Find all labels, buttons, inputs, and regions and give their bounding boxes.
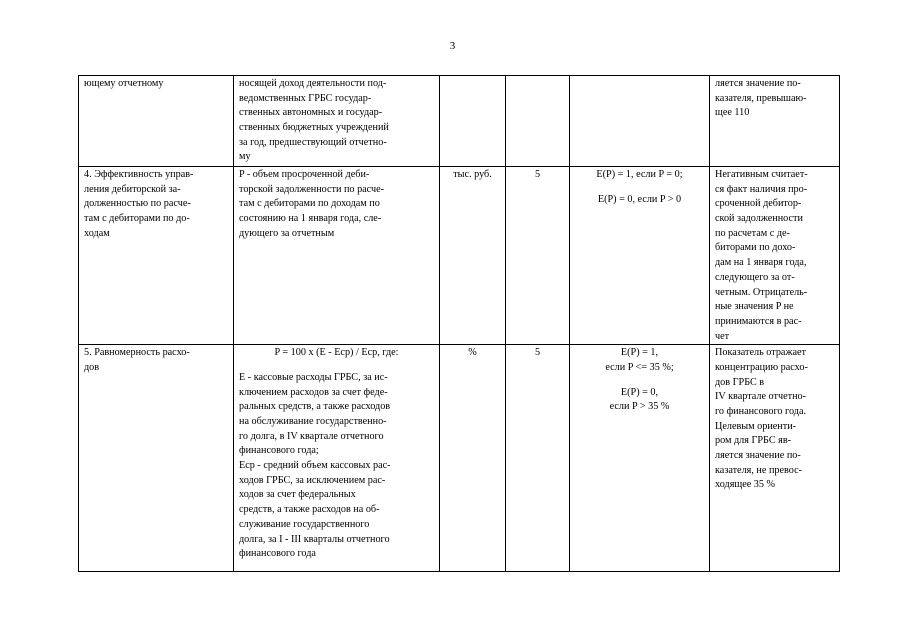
- formula-cell: [234, 167, 440, 345]
- unit-cell: тыс. руб.: [440, 167, 506, 345]
- comment-line: щее 110: [715, 107, 750, 119]
- formula-line: дующего за отчетным: [239, 227, 335, 239]
- table-row: [79, 76, 840, 167]
- evaluation-rule: E(P) = 0, если P > 0: [597, 193, 682, 205]
- formula-line: ведомственных ГРБС государ-: [239, 92, 372, 104]
- comment-cell: Показатель отражает концентрацию расхо- дов ГРБС в IV квартале отчетно- го финансового года. Целевым ориенти- ром для ГРБС яв- ляется значение по- казателя, не превос- ходящее 35 %: [710, 345, 840, 572]
- comment-line: ся факт наличия про-: [715, 183, 808, 195]
- table-row: [79, 345, 840, 572]
- weight-cell: 5: [506, 167, 570, 345]
- formula-line: носящей доход деятельности под-: [239, 78, 387, 89]
- comment-line: казателя, превышаю-: [715, 92, 807, 104]
- formula-line: ственных автономных и государ-: [239, 107, 383, 119]
- comment-line: ные значения P не: [715, 301, 794, 313]
- comment-line: принимаются в рас-: [715, 315, 802, 327]
- formula-line: за год, предшествующий отчетно-: [239, 136, 387, 148]
- comment-line: дам на 1 января года,: [715, 257, 807, 269]
- formula-line: ственных бюджетных учреждений: [239, 122, 389, 134]
- formula-line: торской задолженности по расче-: [239, 183, 385, 195]
- indicator-cell: 5. Равномерность расхо- дов: [79, 345, 234, 572]
- weight-cell: 5: [506, 345, 570, 572]
- formula-cell: [234, 76, 440, 167]
- comment-cell: [710, 167, 840, 345]
- indicator-cell: 4. Эффективность управ- ления дебиторской за- долженностью по расче- там с дебиторами по до- ходам: [79, 167, 234, 345]
- formula-line: P - объем просроченной деби-: [239, 169, 370, 180]
- comment-line: биторами по дохо-: [715, 242, 796, 254]
- weight-cell: [506, 76, 570, 167]
- table-row: [79, 167, 840, 345]
- formula-line: там с дебиторами по доходам по: [239, 198, 380, 210]
- page-number: 3: [449, 40, 456, 52]
- comment-line: сроченной дебитор-: [715, 198, 802, 210]
- comment-line: следующего за от-: [715, 271, 795, 283]
- formula-main: P = 100 x (E - Eср) / Eср, где:: [274, 347, 399, 359]
- formula-definition-ecp: Eср - средний объем кассовых рас- ходов ГРБС, за исключением рас- ходов за счет федеральных средств, а также расходов на об- служивание государственного долга, за I - III кварталы отчетного финансового года: [239, 460, 391, 560]
- evaluation-rule: E(P) = 0, если P > 35 %: [609, 386, 670, 413]
- formula-definition-e: E - кассовые расходы ГРБС, за ис- ключением расходов за счет феде- ральных средств, а также расходов на обслуживание государственно- го долга, в IV квартале отчетного финансового года;: [239, 371, 391, 457]
- comment-cell: [710, 76, 840, 167]
- comment-line: чет: [715, 330, 730, 342]
- formula-cell: [234, 345, 440, 572]
- evaluation-rule: E(P) = 1, если P = 0;: [596, 169, 683, 180]
- indicators-table: [78, 75, 840, 572]
- comment-line: Негативным считает-: [715, 169, 808, 180]
- comment-line: по расчетам с де-: [715, 227, 790, 239]
- comment-line: ской задолженности: [715, 213, 803, 225]
- unit-cell: %: [440, 345, 506, 572]
- evaluation-cell: [570, 345, 710, 572]
- formula-line: состоянию на 1 января года, сле-: [239, 213, 382, 225]
- evaluation-rule: E(P) = 1, если P <= 35 %;: [605, 347, 674, 373]
- evaluation-cell: [570, 167, 710, 345]
- comment-line: четным. Отрицатель-: [715, 286, 808, 298]
- formula-line: му: [239, 151, 251, 163]
- unit-cell: [440, 76, 506, 167]
- evaluation-cell: [570, 76, 710, 167]
- indicator-cell: ющему отчетному: [79, 76, 234, 167]
- comment-line: ляется значение по-: [715, 78, 801, 89]
